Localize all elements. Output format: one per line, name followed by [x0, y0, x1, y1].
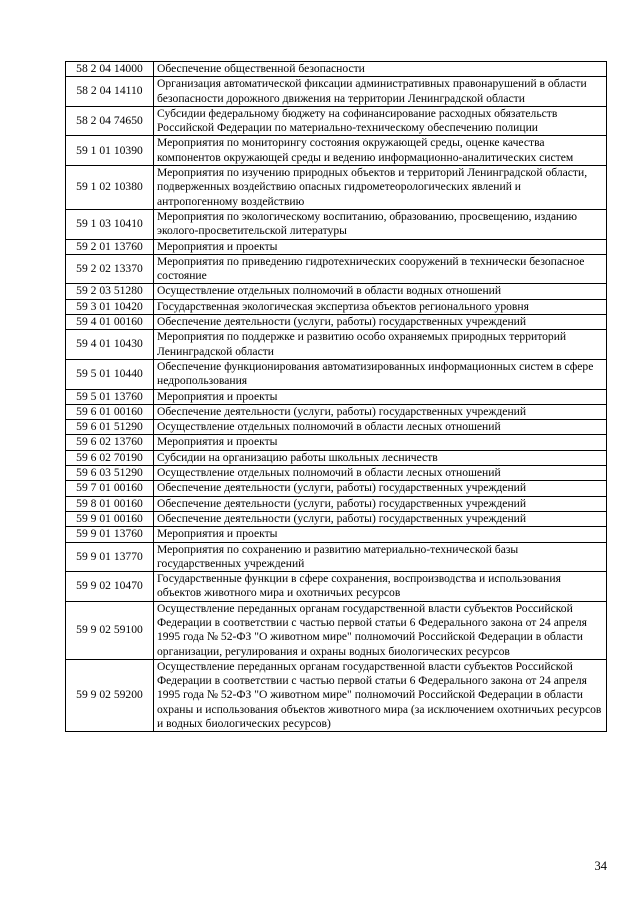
row-description: Субсидии на организацию работы школьных лесничеств	[154, 450, 607, 465]
table-row	[66, 572, 607, 602]
row-code: 59 4 01 00160	[66, 315, 154, 330]
row-description: Мероприятия по изучению природных объектов и территорий Ленинградской области, подверженных воздействию опасных гидрометеорологических явлений и антропогенному воздействию	[154, 166, 607, 210]
row-code: 59 6 01 51290	[66, 420, 154, 435]
row-code: 59 4 01 10430	[66, 330, 154, 360]
table-row	[66, 481, 607, 496]
budget-code-table	[65, 61, 607, 732]
row-code: 59 3 01 10420	[66, 299, 154, 314]
row-description: Обеспечение деятельности (услуги, работы) государственных учреждений	[154, 496, 607, 511]
row-description: Обеспечение деятельности (услуги, работы) государственных учреждений	[154, 481, 607, 496]
row-description: Осуществление отдельных полномочий в области лесных отношений	[154, 466, 607, 481]
row-code: 59 1 01 10390	[66, 136, 154, 166]
row-description: Мероприятия и проекты	[154, 435, 607, 450]
table-row	[66, 601, 607, 659]
table-row	[66, 542, 607, 572]
row-description: Организация автоматической фиксации административных правонарушений в области безопасности дорожного движения на территории Ленинградской области	[154, 77, 607, 107]
table-row	[66, 315, 607, 330]
row-description: Государственные функции в сфере сохранения, воспроизводства и использования объектов животного мира и охотничьих ресурсов	[154, 572, 607, 602]
row-code: 59 8 01 00160	[66, 496, 154, 511]
row-code: 59 2 03 51280	[66, 284, 154, 299]
table-row	[66, 106, 607, 136]
row-description: Осуществление отдельных полномочий в области лесных отношений	[154, 420, 607, 435]
row-code: 59 2 02 13370	[66, 254, 154, 284]
row-code: 58 2 04 14110	[66, 77, 154, 107]
page-number: 34	[594, 859, 607, 873]
table-row	[66, 527, 607, 542]
row-code: 59 9 02 59200	[66, 659, 154, 731]
row-code: 59 9 02 10470	[66, 572, 154, 602]
row-description: Обеспечение деятельности (услуги, работы) государственных учреждений	[154, 315, 607, 330]
row-description: Мероприятия по мониторингу состояния окружающей среды, оценке качества компонентов окружающей среды и ведению информационно-аналитических систем	[154, 136, 607, 166]
table-row	[66, 136, 607, 166]
row-code: 59 7 01 00160	[66, 481, 154, 496]
table-body	[66, 62, 607, 732]
table-row	[66, 330, 607, 360]
row-code: 59 1 03 10410	[66, 209, 154, 239]
table-row	[66, 62, 607, 77]
row-description: Субсидии федеральному бюджету на софинансирование расходных обязательств Российской Федерации по материально-техническому обеспечению полиции	[154, 106, 607, 136]
row-description: Мероприятия и проекты	[154, 527, 607, 542]
row-description: Обеспечение деятельности (услуги, работы) государственных учреждений	[154, 404, 607, 419]
row-code: 59 6 02 13760	[66, 435, 154, 450]
row-code: 59 1 02 10380	[66, 166, 154, 210]
row-description: Обеспечение деятельности (услуги, работы) государственных учреждений	[154, 511, 607, 526]
table-row	[66, 239, 607, 254]
table-row	[66, 511, 607, 526]
row-code: 59 6 02 70190	[66, 450, 154, 465]
row-description: Мероприятия по сохранению и развитию материально-технической базы государственных учреждений	[154, 542, 607, 572]
table-row	[66, 404, 607, 419]
table-row	[66, 389, 607, 404]
row-description: Осуществление переданных органам государственной власти субъектов Российской Федерации в соответствии с частью первой статьи 6 Федерального закона от 24 апреля 1995 года № 52-ФЗ "О животном мире" полномочий Российской Федерации в области охраны и использования объектов животного мира (за исключением охотничьих ресурсов и водных биологических ресурсов)	[154, 659, 607, 731]
row-description: Обеспечение функционирования автоматизированных информационных систем в сфере недропользования	[154, 359, 607, 389]
table-row	[66, 209, 607, 239]
table-row	[66, 166, 607, 210]
row-description: Мероприятия и проекты	[154, 239, 607, 254]
table-row	[66, 299, 607, 314]
table-row	[66, 496, 607, 511]
row-code: 59 5 01 13760	[66, 389, 154, 404]
row-code: 59 9 02 59100	[66, 601, 154, 659]
row-code: 59 9 01 13760	[66, 527, 154, 542]
row-description: Мероприятия по экологическому воспитанию, образованию, просвещению, изданию эколого-просветительской литературы	[154, 209, 607, 239]
row-code: 59 9 01 13770	[66, 542, 154, 572]
row-description: Мероприятия по приведению гидротехнических сооружений в технически безопасное состояние	[154, 254, 607, 284]
row-code: 58 2 04 74650	[66, 106, 154, 136]
table-row	[66, 450, 607, 465]
row-code: 59 5 01 10440	[66, 359, 154, 389]
row-description: Осуществление переданных органам государственной власти субъектов Российской Федерации в соответствии с частью первой статьи 6 Федерального закона от 24 апреля 1995 года № 52-ФЗ "О животном мире" полномочий Российской Федерации в области организации, регулирования и охраны водных биологических ресурсов	[154, 601, 607, 659]
table-row	[66, 466, 607, 481]
table-row	[66, 420, 607, 435]
table-row	[66, 254, 607, 284]
row-code: 59 9 01 00160	[66, 511, 154, 526]
row-description: Мероприятия и проекты	[154, 389, 607, 404]
row-description: Государственная экологическая экспертиза объектов регионального уровня	[154, 299, 607, 314]
table-row	[66, 435, 607, 450]
row-description: Обеспечение общественной безопасности	[154, 62, 607, 77]
row-description: Осуществление отдельных полномочий в области водных отношений	[154, 284, 607, 299]
row-code: 59 6 03 51290	[66, 466, 154, 481]
row-code: 59 2 01 13760	[66, 239, 154, 254]
row-description: Мероприятия по поддержке и развитию особо охраняемых природных территорий Ленинградской области	[154, 330, 607, 360]
table-row	[66, 284, 607, 299]
table-row	[66, 359, 607, 389]
table-row	[66, 77, 607, 107]
table-row	[66, 659, 607, 731]
row-code: 58 2 04 14000	[66, 62, 154, 77]
row-code: 59 6 01 00160	[66, 404, 154, 419]
